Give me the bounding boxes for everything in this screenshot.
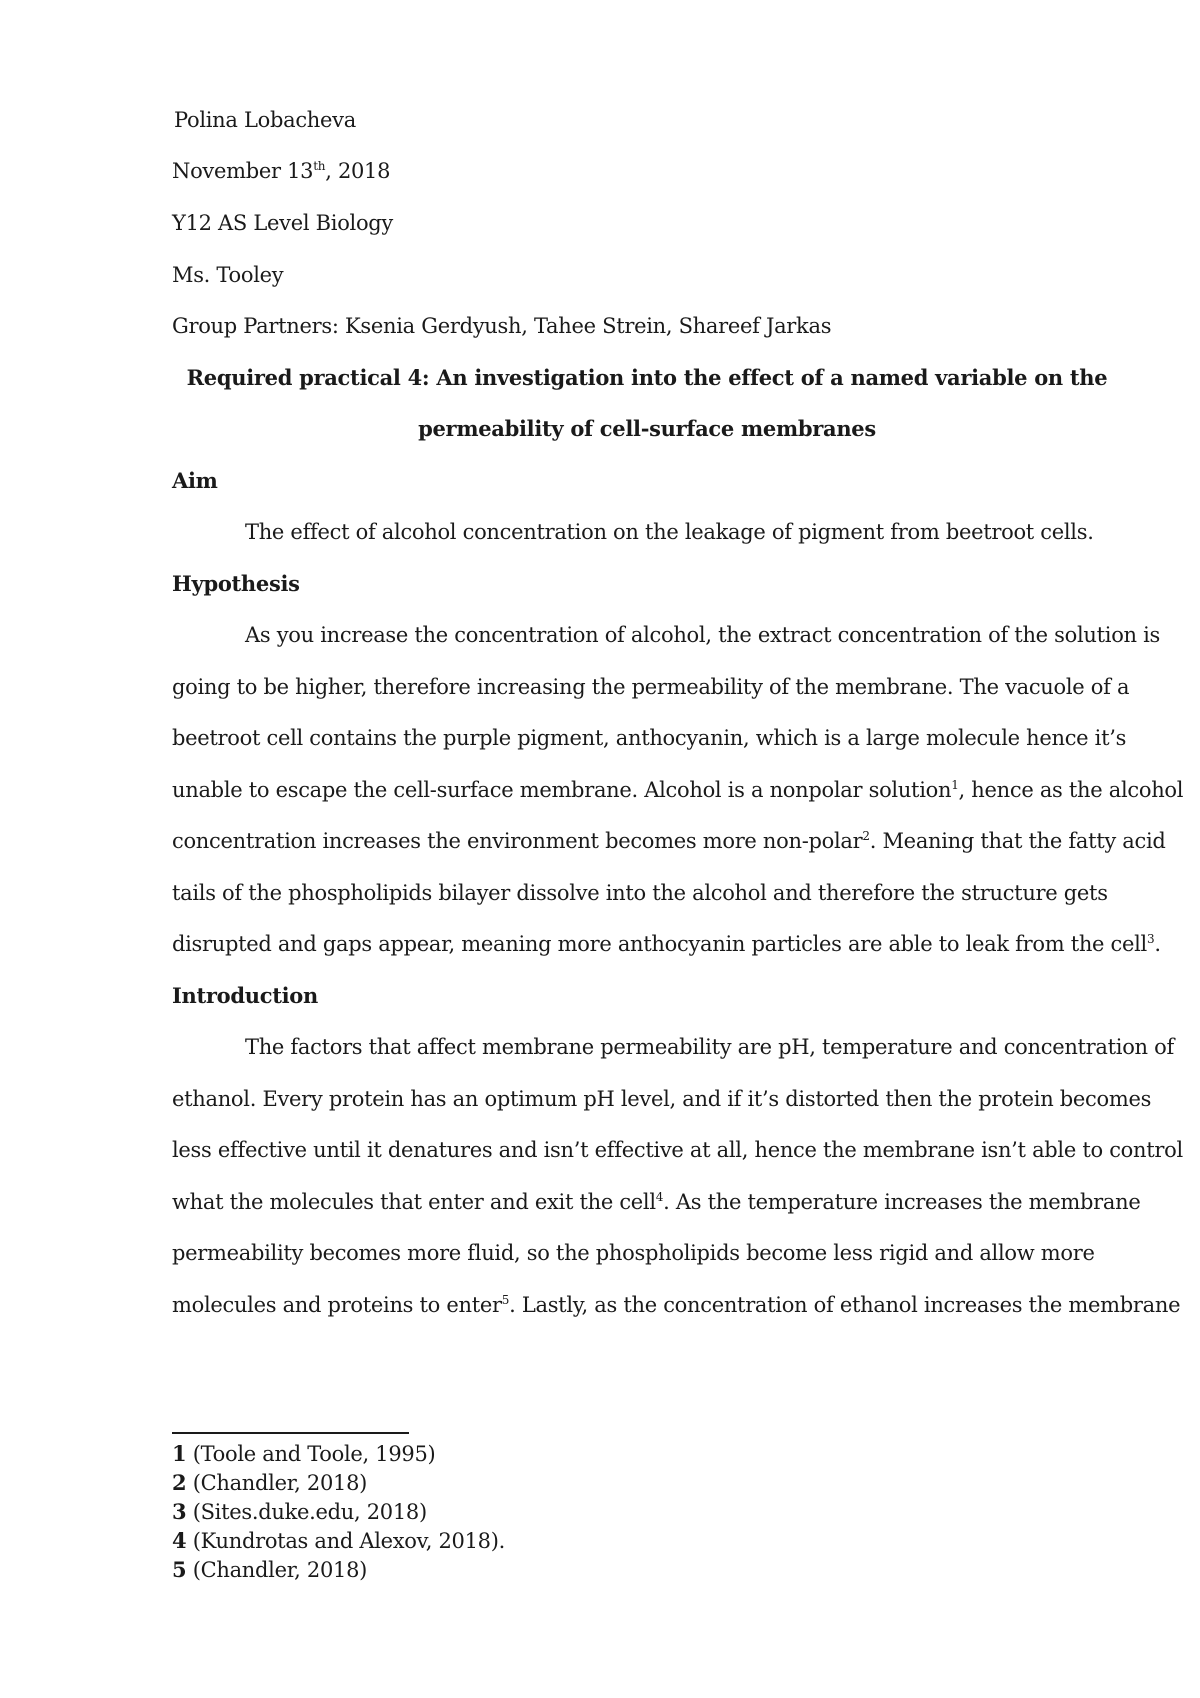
footnote-1 (172, 1440, 772, 1468)
introduction-line-6-a: molecules and proteins to enter (172, 1293, 502, 1317)
introduction-line-5: permeability becomes more fluid, so the phospholipids become less rigid and allow more (172, 1241, 1095, 1265)
date-prefix: November 13 (172, 159, 314, 183)
footnote-3-number: 3 (172, 1499, 187, 1524)
footnote-2-number: 2 (172, 1470, 187, 1495)
introduction-line-3: less effective until it denatures and isn’t effective at all, hence the membrane isn’t able to control (172, 1138, 1183, 1162)
footnote-separator (172, 1432, 409, 1434)
introduction-line-6 (172, 1291, 1181, 1319)
footnote-2 (172, 1469, 772, 1497)
hypothesis-line-7 (172, 930, 1161, 958)
hypothesis-heading: Hypothesis (172, 571, 300, 596)
title-line-1: Required practical 4: An investigation into the effect of a named variable on the (186, 365, 1108, 390)
footnote-4-number: 4 (172, 1528, 187, 1553)
hypothesis-line-5 (172, 827, 1166, 855)
hypothesis-line-4 (172, 776, 1184, 804)
footnote-ref-2: 2 (862, 829, 870, 843)
introduction-line-4-a: what the molecules that enter and exit the cell (172, 1190, 656, 1214)
hypothesis-line-4-b: , hence as the alcohol (958, 778, 1184, 802)
course-name: Y12 AS Level Biology (172, 211, 394, 235)
hypothesis-line-2: going to be higher, therefore increasing the permeability of the membrane. The vacuole of a (172, 675, 1130, 699)
footnote-ref-4: 4 (655, 1190, 664, 1204)
introduction-line-2: ethanol. Every protein has an optimum pH level, and if it’s distorted then the protein becomes (172, 1087, 1152, 1111)
title-line-2: permeability of cell-surface membranes (418, 416, 876, 441)
footnote-3 (172, 1498, 772, 1526)
footnote-4 (172, 1527, 772, 1555)
introduction-line-6-b: . Lastly, as the concentration of ethanol increases the membrane (509, 1293, 1181, 1317)
aim-text: The effect of alcohol concentration on the leakage of pigment from beetroot cells. (245, 520, 1094, 544)
footnote-5-number: 5 (172, 1557, 187, 1582)
date-suffix: , 2018 (325, 159, 391, 183)
introduction-heading: Introduction (172, 983, 318, 1008)
hypothesis-line-3: beetroot cell contains the purple pigment, anthocyanin, which is a large molecule hence it’s (172, 726, 1127, 750)
hypothesis-line-5-b: . Meaning that the fatty acid (869, 829, 1166, 853)
date-superscript: th (313, 159, 326, 173)
teacher-name: Ms. Tooley (172, 263, 284, 287)
date-line (172, 157, 1132, 185)
footnote-2-text: (Chandler, 2018) (186, 1471, 368, 1495)
footnote-1-number: 1 (172, 1441, 187, 1466)
footnote-3-text: (Sites.duke.edu, 2018) (186, 1500, 427, 1524)
hypothesis-line-7-b: . (1154, 932, 1161, 956)
group-partners: Group Partners: Ksenia Gerdyush, Tahee Strein, Shareef Jarkas (172, 314, 832, 338)
introduction-line-4 (172, 1188, 1141, 1216)
footnote-ref-1: 1 (951, 778, 959, 792)
introduction-line-1: The factors that affect membrane permeability are pH, temperature and concentration of (245, 1035, 1174, 1059)
aim-heading: Aim (172, 468, 218, 493)
hypothesis-line-5-a: concentration increases the environment becomes more non-polar (172, 829, 863, 853)
introduction-line-4-b: . As the temperature increases the membrane (663, 1190, 1141, 1214)
footnote-4-text: (Kundrotas and Alexov, 2018). (186, 1529, 505, 1553)
footnote-5-text: (Chandler, 2018) (186, 1558, 368, 1582)
hypothesis-line-1: As you increase the concentration of alcohol, the extract concentration of the solution is (245, 623, 1161, 647)
footnote-ref-3: 3 (1146, 932, 1155, 946)
author-name: Polina Lobacheva (174, 108, 356, 132)
hypothesis-line-4-a: unable to escape the cell-surface membrane. Alcohol is a nonpolar solution (172, 778, 952, 802)
footnote-5 (172, 1556, 772, 1584)
footnote-ref-5: 5 (501, 1293, 510, 1307)
hypothesis-line-6: tails of the phospholipids bilayer dissolve into the alcohol and therefore the structure gets (172, 881, 1108, 905)
footnote-1-text: (Toole and Toole, 1995) (186, 1442, 436, 1466)
hypothesis-line-7-a: disrupted and gaps appear, meaning more anthocyanin particles are able to leak from the cell (172, 932, 1147, 956)
